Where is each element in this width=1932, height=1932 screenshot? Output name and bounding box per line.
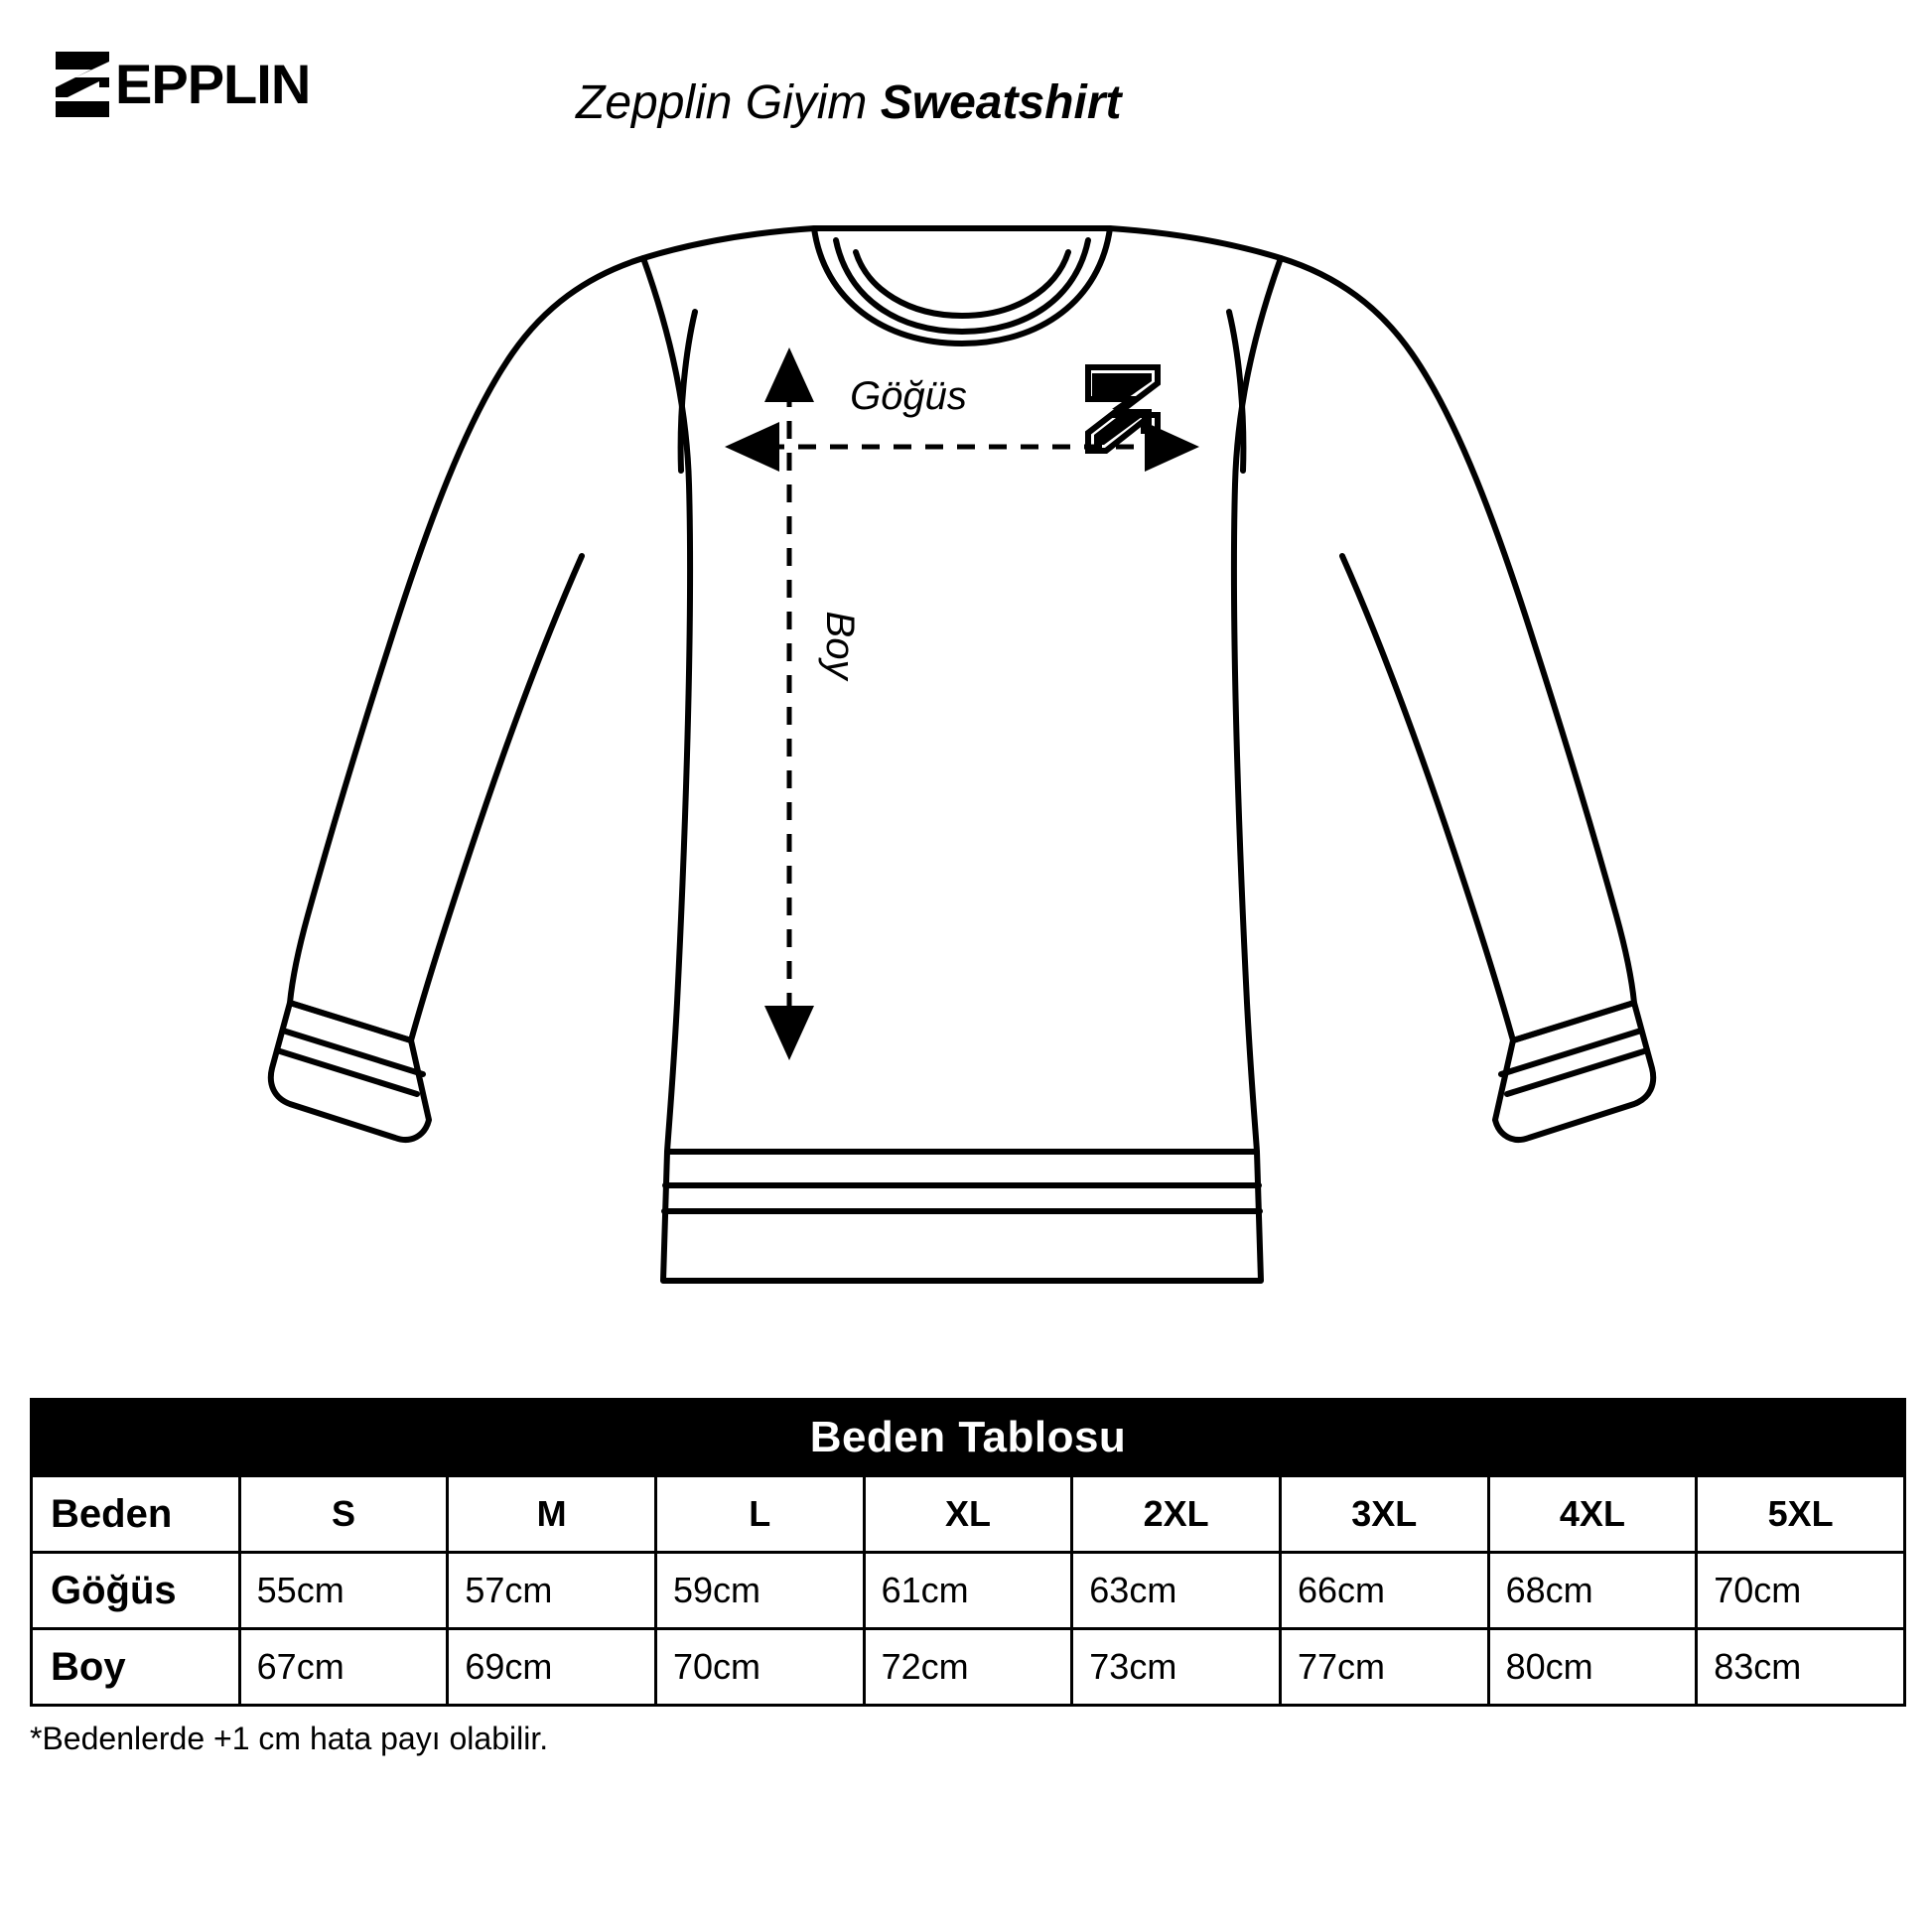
- boy-s: 67cm: [239, 1629, 448, 1706]
- table-title-row: [32, 1400, 1905, 1476]
- gogus-2xl: 63cm: [1072, 1553, 1281, 1629]
- sweatshirt-illustration: [0, 149, 1932, 1390]
- zepplin-z-logo-icon: [52, 48, 113, 121]
- boy-5xl: 83cm: [1697, 1629, 1905, 1706]
- brand-logo-text: EPPLIN: [115, 53, 311, 115]
- table-header-row: [32, 1476, 1905, 1553]
- page-title-light: Zepplin Giyim: [576, 76, 881, 129]
- table-row: [32, 1629, 1905, 1706]
- gogus-5xl: 70cm: [1697, 1553, 1905, 1629]
- table-row: [32, 1553, 1905, 1629]
- size-header-s: S: [239, 1476, 448, 1553]
- page-title: [576, 75, 1122, 130]
- header-beden: Beden: [32, 1476, 240, 1553]
- row-label-boy: Boy: [32, 1629, 240, 1706]
- size-table-area: [30, 1398, 1906, 1757]
- gogus-m: 57cm: [448, 1553, 656, 1629]
- zepplin-z-chest-logo-icon: [1088, 367, 1158, 451]
- size-table: [30, 1398, 1906, 1707]
- size-header-m: M: [448, 1476, 656, 1553]
- size-header-xl: XL: [864, 1476, 1072, 1553]
- boy-m: 69cm: [448, 1629, 656, 1706]
- row-label-gogus: Göğüs: [32, 1553, 240, 1629]
- boy-3xl: 77cm: [1280, 1629, 1488, 1706]
- page-title-bold: Sweatshirt: [880, 76, 1122, 129]
- size-header-2xl: 2XL: [1072, 1476, 1281, 1553]
- gogus-4xl: 68cm: [1488, 1553, 1697, 1629]
- table-title: Beden Tablosu: [32, 1400, 1905, 1476]
- sweatshirt-drawing: [0, 149, 1932, 1390]
- gogus-3xl: 66cm: [1280, 1553, 1488, 1629]
- boy-xl: 72cm: [864, 1629, 1072, 1706]
- boy-l: 70cm: [655, 1629, 864, 1706]
- size-header-l: L: [655, 1476, 864, 1553]
- length-label: Boy: [818, 611, 862, 680]
- boy-4xl: 80cm: [1488, 1629, 1697, 1706]
- gogus-xl: 61cm: [864, 1553, 1072, 1629]
- gogus-s: 55cm: [239, 1553, 448, 1629]
- table-footnote: *Bedenlerde +1 cm hata payı olabilir.: [30, 1721, 549, 1756]
- boy-2xl: 73cm: [1072, 1629, 1281, 1706]
- gogus-l: 59cm: [655, 1553, 864, 1629]
- size-header-3xl: 3XL: [1280, 1476, 1488, 1553]
- size-header-4xl: 4XL: [1488, 1476, 1697, 1553]
- chest-label: Göğüs: [850, 374, 967, 418]
- size-header-5xl: 5XL: [1697, 1476, 1905, 1553]
- brand-logo: [52, 48, 310, 121]
